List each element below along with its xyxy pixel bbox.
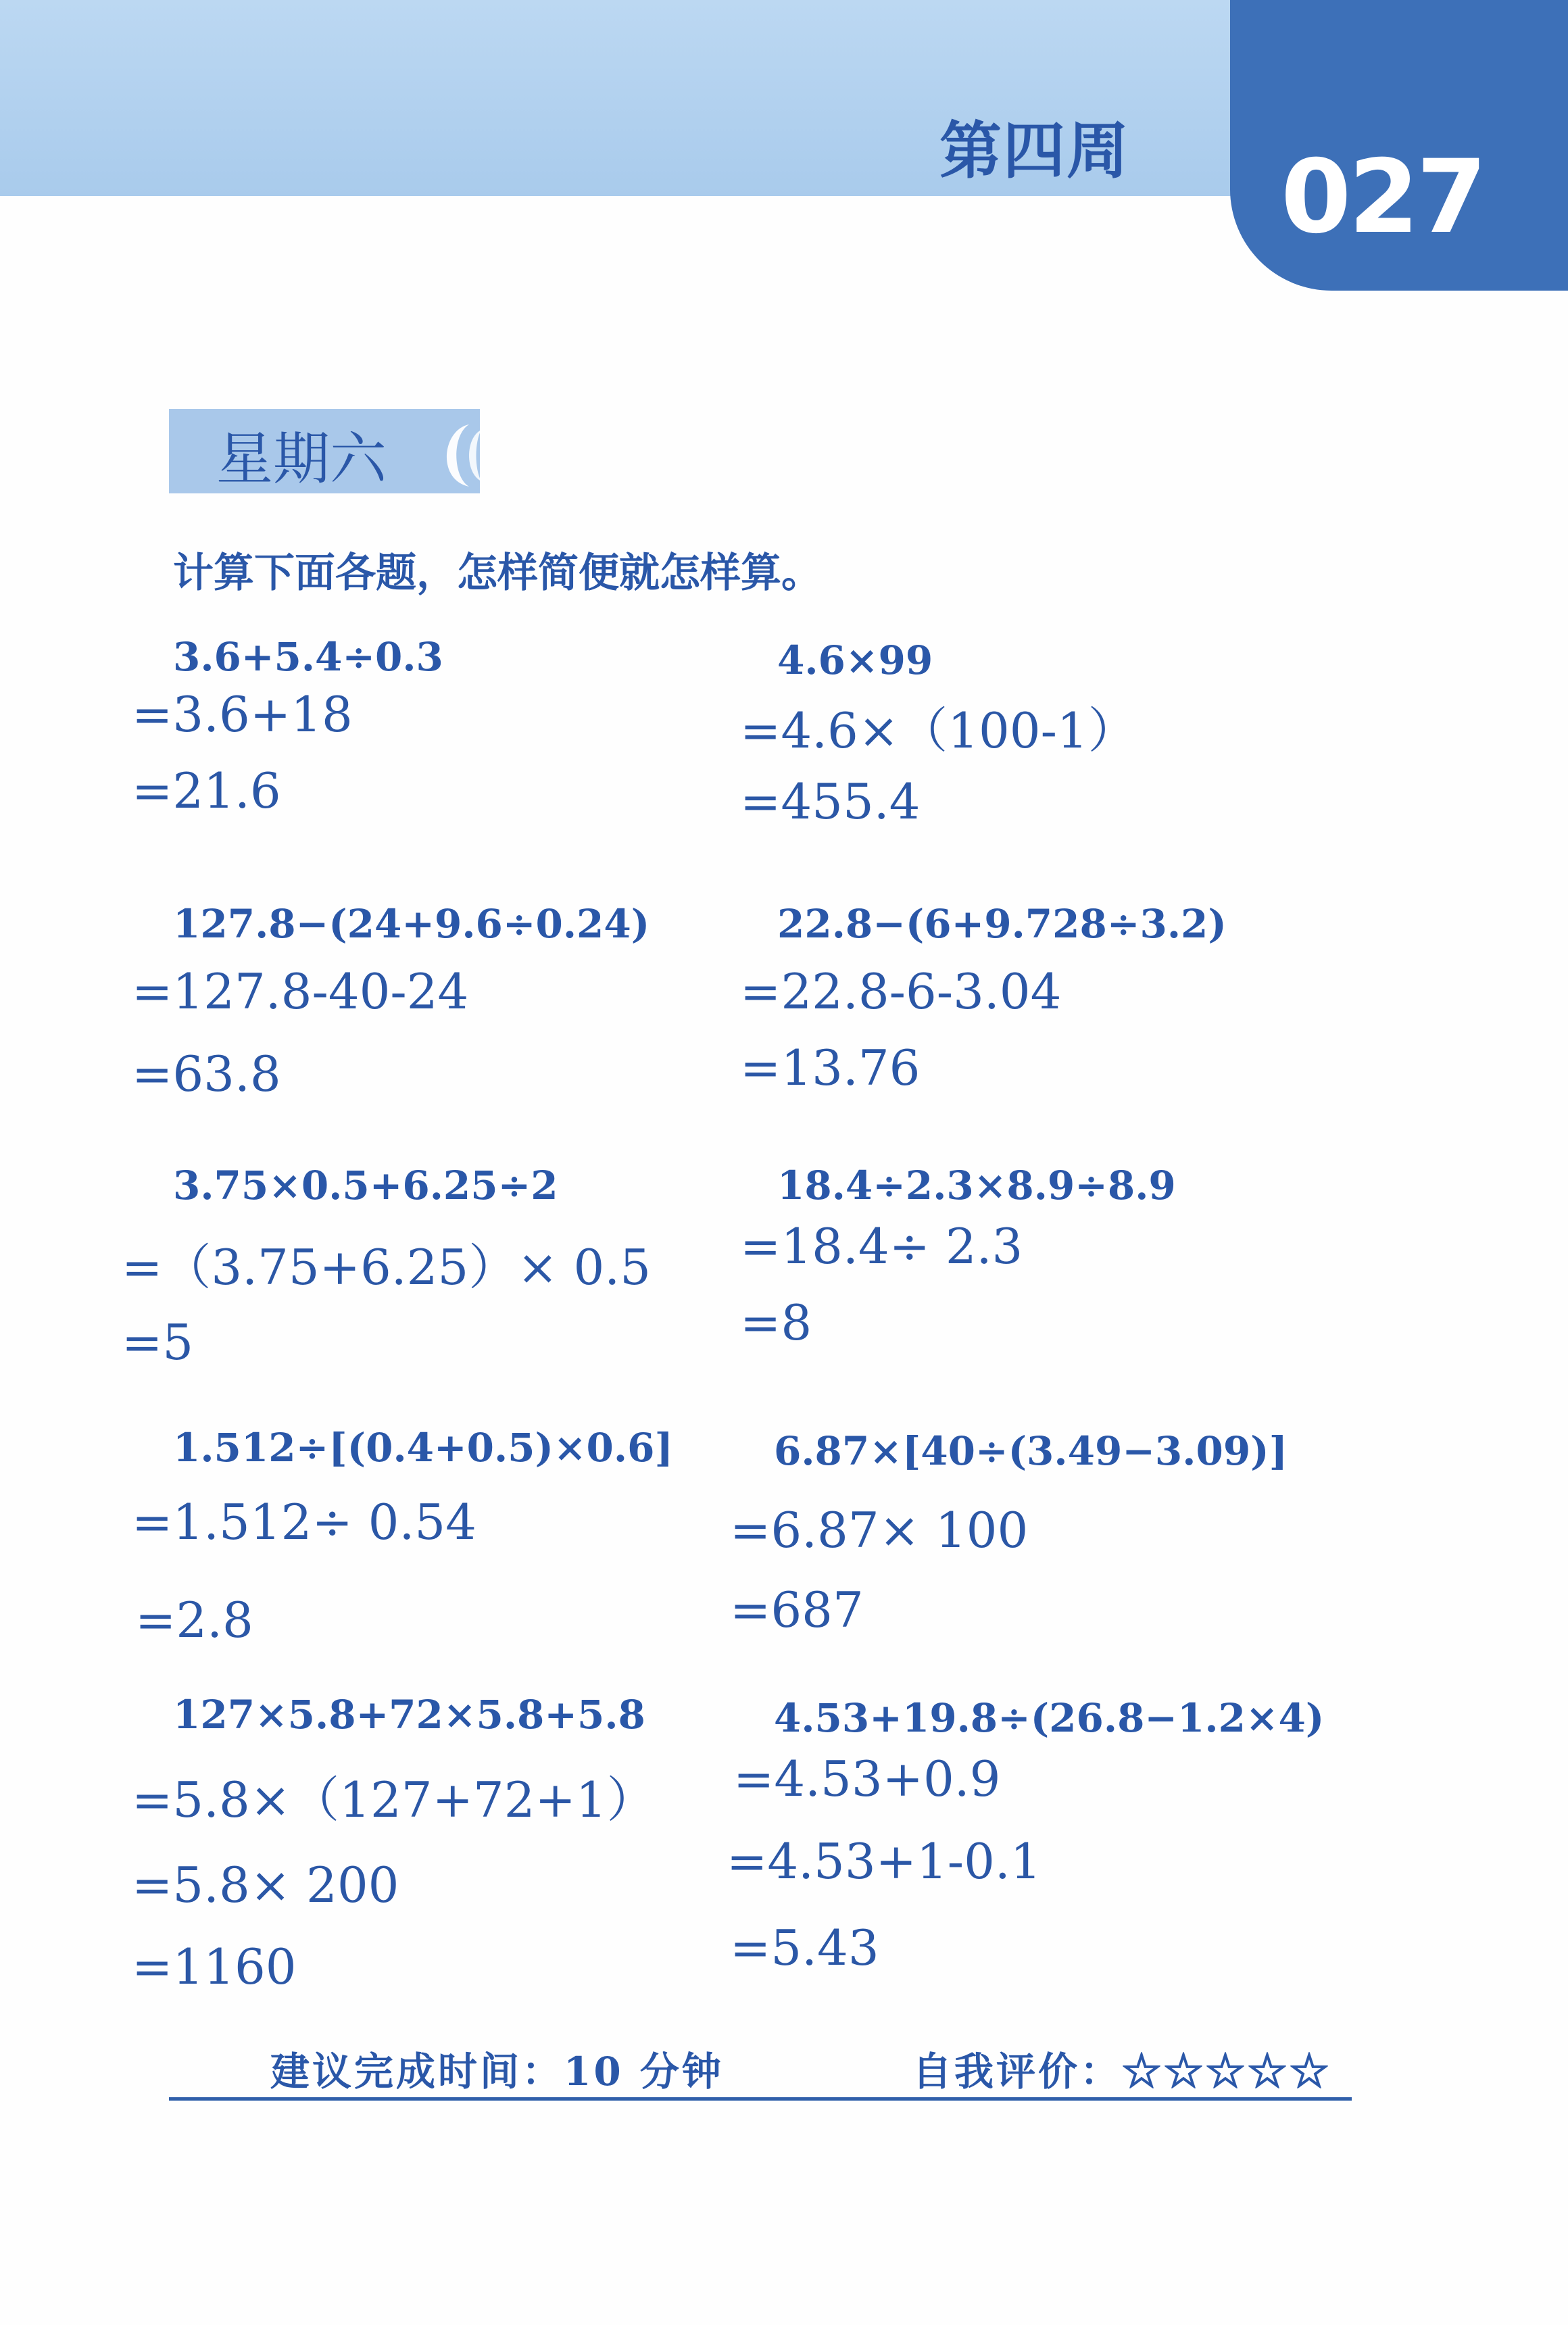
suggested-time: 建议完成时间：10 分钟 [270, 2049, 724, 2095]
exercise-9-step-2: =5.8× 200 [132, 1857, 399, 1913]
exercise-5-step-2: =5 [122, 1314, 194, 1371]
exercise-3-step-1: =127.8-40-24 [132, 963, 469, 1020]
exercise-1-step-1: =3.6+18 [132, 686, 353, 743]
self-evaluation: 自我评价：☆☆☆☆☆ [912, 2049, 1332, 2095]
exercise-10-step-3: =5.43 [730, 1919, 879, 1976]
exercise-4-problem: 22.8−(6+9.728÷3.2) [777, 901, 1227, 947]
exercise-9-step-3: =1160 [132, 1938, 297, 1995]
exercise-10-step-2: =4.53+1-0.1 [727, 1833, 1042, 1890]
day-label: 星期六 [216, 426, 387, 492]
exercise-4-step-1: =22.8-6-3.04 [740, 963, 1062, 1020]
exercise-2-problem: 4.6×99 [777, 637, 933, 683]
exercise-5-step-1: =（3.75+6.25）× 0.5 [122, 1239, 651, 1296]
footer-divider [169, 2097, 1352, 2101]
exercise-8-step-1: =6.87× 100 [730, 1502, 1029, 1559]
exercise-4-step-2: =13.76 [740, 1039, 921, 1096]
instruction-text: 计算下面各题，怎样简便就怎样算。 [173, 549, 822, 597]
exercise-3-problem: 127.8−(24+9.6÷0.24) [173, 901, 650, 947]
exercise-2-step-1: =4.6×（100-1） [740, 702, 1137, 759]
exercise-2-step-2: =455.4 [740, 773, 921, 830]
exercise-1-step-2: =21.6 [132, 762, 281, 819]
exercise-7-step-2: =2.8 [135, 1592, 253, 1648]
exercise-5-problem: 3.75×0.5+6.25÷2 [173, 1162, 558, 1208]
exercise-6-step-1: =18.4÷ 2.3 [740, 1218, 1023, 1275]
exercise-10-step-1: =4.53+0.9 [733, 1751, 1001, 1807]
exercise-6-step-2: =8 [740, 1294, 812, 1351]
crescent-moon-icon [427, 420, 488, 491]
exercise-7-step-1: =1.512÷ 0.54 [132, 1494, 476, 1550]
exercise-8-problem: 6.87×[40÷(3.49−3.09)] [774, 1428, 1288, 1474]
exercise-10-problem: 4.53+19.8÷(26.8−1.2×4) [774, 1695, 1325, 1741]
exercise-8-step-2: =687 [730, 1582, 864, 1638]
exercise-1-problem: 3.6+5.4÷0.3 [173, 634, 443, 680]
exercise-7-problem: 1.512÷[(0.4+0.5)×0.6] [173, 1425, 673, 1471]
exercise-9-step-1: =5.8×（127+72+1） [132, 1771, 656, 1828]
exercise-6-problem: 18.4÷2.3×8.9÷8.9 [777, 1162, 1176, 1208]
week-title: 第四周 [939, 115, 1131, 187]
exercise-9-problem: 127×5.8+72×5.8+5.8 [173, 1692, 645, 1738]
page-number: 027 [1281, 139, 1485, 256]
exercise-3-step-2: =63.8 [132, 1046, 281, 1102]
